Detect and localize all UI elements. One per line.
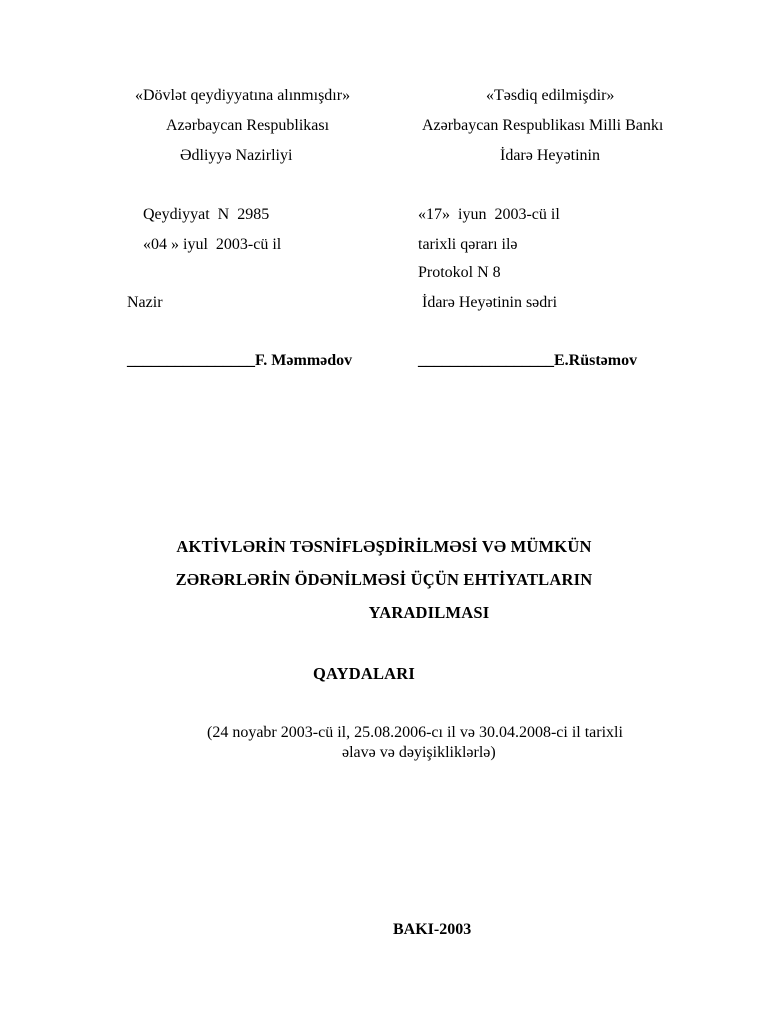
document-title-line-1: AKTİVLƏRİN TƏSNİFLƏŞDİRİLMƏSİ VƏ MÜMKÜN <box>176 537 592 556</box>
minister-role: Nazir <box>127 294 163 311</box>
board-text: İdarə Heyətinin <box>500 147 600 164</box>
chairman-role: İdarə Heyətinin sədri <box>422 294 558 311</box>
document-title-line-2: ZƏRƏRLƏRİN ÖDƏNİLMƏSİ ÜÇÜN EHTİYATLARIN <box>175 570 593 589</box>
document-subtitle: QAYDALARI <box>312 664 416 683</box>
bank-name-text: Azərbaycan Respublikası Milli Bankı <box>422 117 664 134</box>
protocol-number: Protokol N 8 <box>418 264 501 281</box>
place-year: BAKI-2003 <box>393 921 472 938</box>
amendments-line-2: əlavə və dəyişikliklərlə) <box>342 744 496 761</box>
amendments-line-1: (24 noyabr 2003-cü il, 25.08.2006-cı il və 30.04.2008-ci il tarixli <box>207 724 623 741</box>
registration-number: Qeydiyyat N 2985 <box>143 206 270 223</box>
approved-stamp-text: «Təsdiq edilmişdir» <box>486 87 615 104</box>
ministry-text: Ədliyyə Nazirliyi <box>180 147 293 164</box>
registered-stamp-text: «Dövlət qeydiyyatına alınmışdır» <box>135 87 351 104</box>
decision-text: tarixli qərarı ilə <box>418 236 518 253</box>
document-title-line-3: YARADILMASI <box>368 603 490 622</box>
approval-date: «17» iyun 2003-cü il <box>418 206 560 223</box>
minister-signature: ________________F. Məmmədov <box>127 352 353 369</box>
chairman-signature: _________________E.Rüstəmov <box>418 352 638 369</box>
left-republic-text: Azərbaycan Respublikası <box>166 117 330 134</box>
registration-date: «04 » iyul 2003-cü il <box>143 236 282 253</box>
